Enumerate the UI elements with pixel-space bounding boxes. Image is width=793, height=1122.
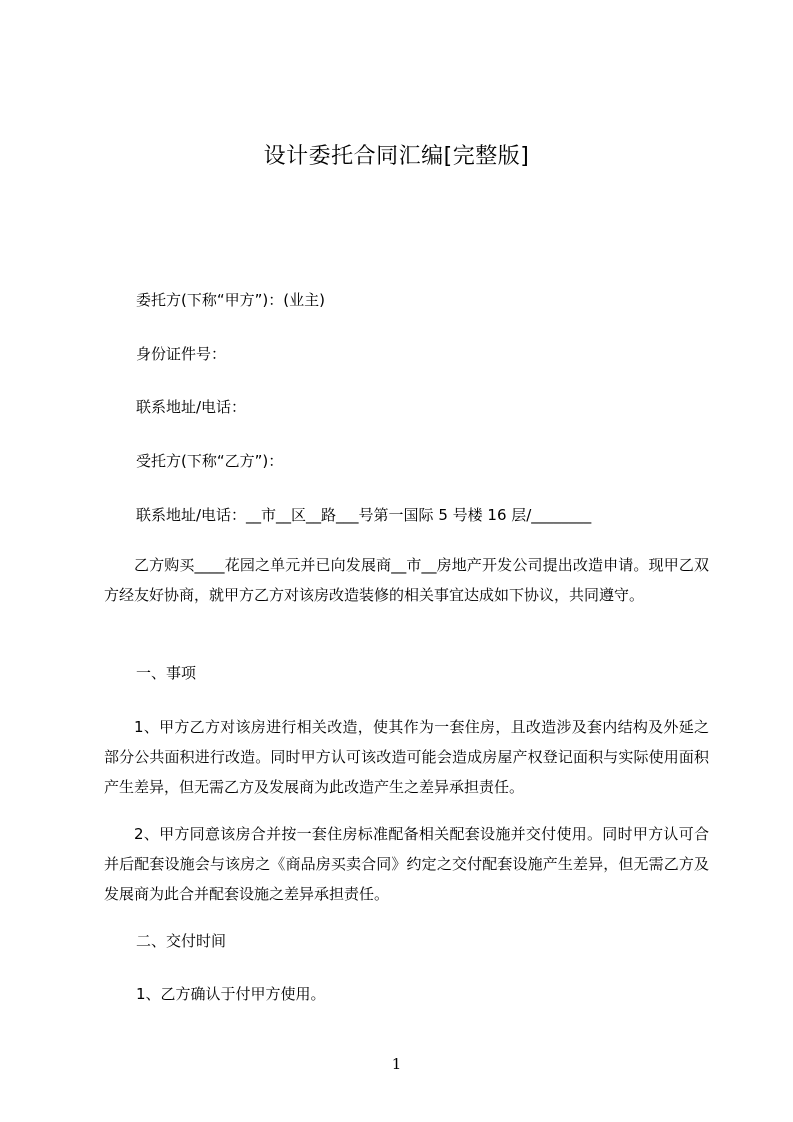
section-1-heading: 一、事项: [136, 664, 197, 682]
section-1-item-2: 2、甲方同意该房合并按一套住房标准配备相关配套设施并交付使用。同时甲方认可合并后配套设施会与该房之《商品房买卖合同》约定之交付配套设施产生差异，但无需乙方及发展商为此合并配套设施之差异承担责任。: [104, 825, 709, 903]
id-number-field: 身份证件号：: [136, 345, 227, 363]
client-contact-field: 联系地址/电话：: [136, 398, 247, 416]
contractor-contact-field: 联系地址/电话：__市__区__路___号第一国际 5 号楼 16 层/________: [136, 506, 592, 524]
section-1-item-1: 1、甲方乙方对该房进行相关改造，使其作为一套住房，且改造涉及套内结构及外延之部分公共面积进行改造。同时甲方认可该改造可能会造成房屋产权登记面积与实际使用面积产生差异，但无需乙方及发展商为此改造产生之差异承担责任。: [104, 718, 709, 796]
intro-paragraph: 乙方购买____花园之单元并已向发展商__市__房地产开发公司提出改造申请。现甲乙双方经友好协商，就甲方乙方对该房改造装修的相关事宜达成如下协议，共同遵守。: [104, 556, 709, 604]
section-2-heading: 二、交付时间: [136, 932, 227, 950]
section-2-item-1: 1、乙方确认于付甲方使用。: [136, 985, 326, 1003]
client-field: 委托方(下称“甲方”)：(业主): [136, 291, 325, 309]
contractor-field: 受托方(下称“乙方”)：: [136, 452, 284, 470]
page-number: 1: [391, 1055, 402, 1073]
document-title: 设计委托合同汇编[完整版]: [263, 144, 530, 169]
